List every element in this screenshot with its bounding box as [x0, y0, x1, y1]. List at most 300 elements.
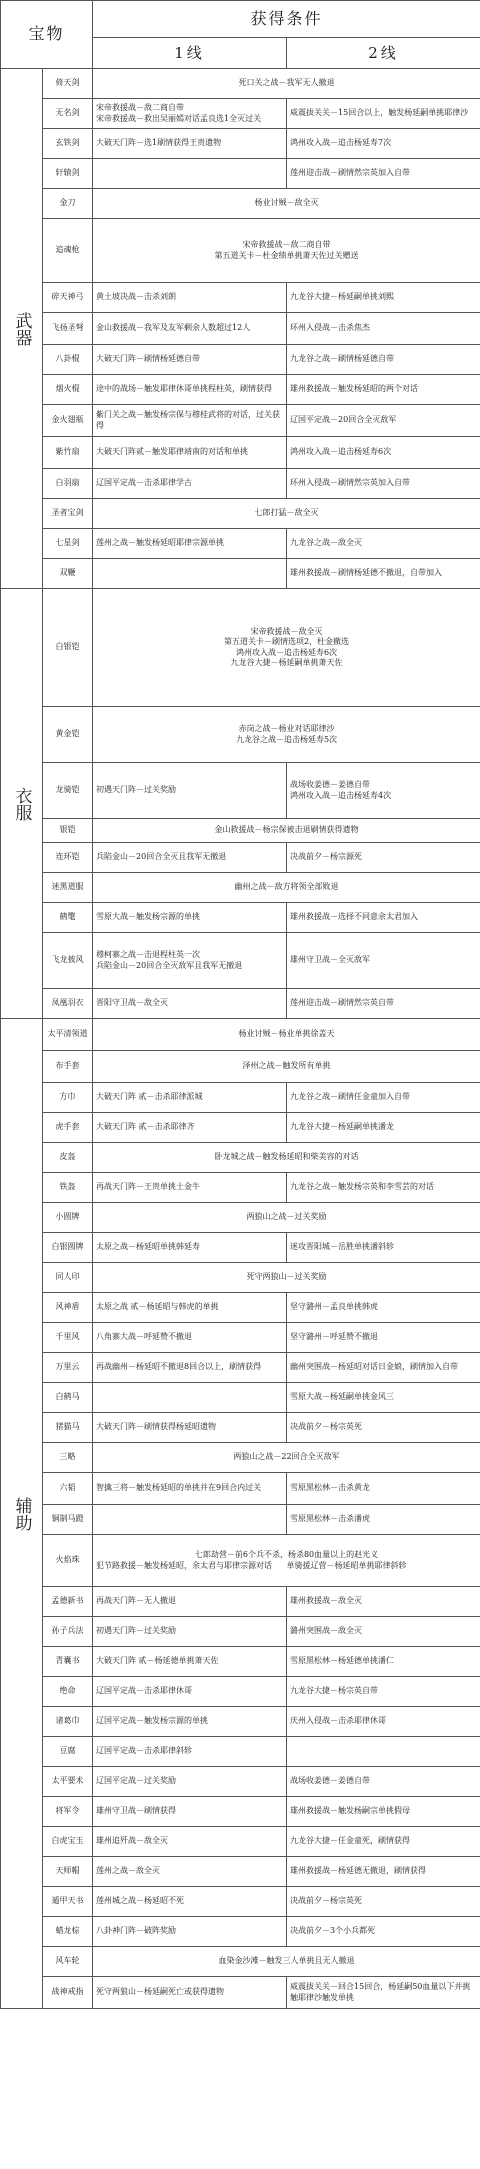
condition-line1 [93, 1827, 287, 1857]
treasure-name: 风车轮 [43, 1947, 93, 1977]
condition-line1 [93, 1677, 287, 1707]
condition-text: 死守两狼山－杨延嗣死亡或获得遗物 [96, 1987, 225, 1997]
treasure-name: 三略 [43, 1443, 93, 1473]
condition-text: 穆柯寨之战－击退程柱英一次 [96, 950, 201, 959]
condition-text: 宋帝救援战－救出吴丽嫣对话孟良选1全灭过关 [96, 113, 262, 123]
condition-text: 泽州之战－触发所有单挑 [242, 1061, 331, 1071]
treasure-name: 玄铁剑 [43, 129, 93, 159]
condition-text: 莲州之战－触发杨延昭耶律宗源单挑 [96, 538, 225, 548]
condition-line1 [93, 345, 287, 375]
condition-text: 两狼山之战－22回合全灭敌军 [233, 1452, 340, 1462]
condition-text: 金山救援战－我军及友军剩余人数超过12人 [96, 323, 251, 333]
header-treasure: 宝物 [1, 1, 93, 69]
condition-line2 [287, 1083, 480, 1113]
table-row [1, 1353, 480, 1383]
condition-line2 [287, 843, 480, 873]
table-row [1, 529, 480, 559]
treasure-name: 方巾 [43, 1083, 93, 1113]
treasure-name: 紫竹扇 [43, 437, 93, 469]
treasure-name: 六韬 [43, 1473, 93, 1505]
treasure-name: 白银圆牌 [43, 1233, 93, 1263]
table-row [1, 1263, 480, 1293]
condition-both-lines [93, 819, 480, 843]
condition-text: 雄州救援战－触发杨嗣宗单挑假母 [290, 1806, 411, 1816]
treasure-name: 诸葛巾 [43, 1707, 93, 1737]
condition-both-lines [93, 1051, 480, 1083]
table-row [1, 1947, 480, 1977]
condition-text: 辽国平定战－击杀耶律斜轸 [96, 1746, 193, 1756]
table-row [1, 1827, 480, 1857]
condition-line2 [287, 763, 480, 819]
condition-text: 大破天门阵－刷情杨延德自带 [96, 354, 201, 364]
condition-line1 [93, 313, 287, 345]
treasure-name: 白羽扇 [43, 469, 93, 499]
condition-both-lines [93, 1019, 480, 1051]
table-row [1, 437, 480, 469]
condition-text: 途中的战场－触发耶律休哥单挑程柱英，刷情获得 [96, 384, 273, 394]
table-row [1, 1019, 480, 1051]
condition-line1 [93, 1083, 287, 1113]
table-row [1, 219, 480, 283]
condition-line2 [287, 1323, 480, 1353]
condition-line1 [93, 1173, 287, 1203]
condition-line2 [287, 1797, 480, 1827]
condition-line2 [287, 1827, 480, 1857]
table-row [1, 1473, 480, 1505]
condition-text: 辽国平定战－20回合全灭敌军 [290, 415, 397, 425]
condition-line1 [93, 469, 287, 499]
condition-line1 [93, 1413, 287, 1443]
table-body [1, 69, 480, 2009]
condition-text: 杨业讨贼－杨业单挑徐盖天 [238, 1029, 335, 1039]
condition-text: 大破天门阵 贰－击杀耶律齐 [96, 1122, 195, 1132]
condition-text: 九龙谷大捷－杨宗英自带 [290, 1686, 379, 1696]
condition-text: 两狼山之战－过关奖励 [246, 1212, 327, 1222]
treasure-name: 绝命 [43, 1677, 93, 1707]
condition-line1 [93, 1647, 287, 1677]
table-row [1, 1887, 480, 1917]
treasure-name: 小圆牌 [43, 1203, 93, 1233]
condition-both-lines [93, 499, 480, 529]
condition-text: 血染金沙滩－触发三人单挑且无人撤退 [218, 1956, 355, 1966]
table-row [1, 1617, 480, 1647]
condition-line2 [287, 1677, 480, 1707]
condition-text: 决战前夕－杨宗源死 [290, 852, 363, 862]
category-label-aux: 辅助 [1, 1019, 43, 2009]
treasure-name: 铁盔 [43, 1173, 93, 1203]
table-row [1, 313, 480, 345]
condition-text: 宋帝救援战－敌二商自带 [96, 103, 185, 112]
condition-text: 威震拔关关－回合15回合，杨延嗣50血量以下并挑触耶律沙触发单挑 [290, 1982, 471, 2002]
condition-both-lines [93, 189, 480, 219]
condition-text: 晋阳守卫战－敌全灭 [96, 998, 169, 1008]
table-row [1, 405, 480, 437]
condition-text: 紫门关之战－触发杨宗保与穆桂武将的对话，过关获得 [96, 410, 281, 430]
condition-text: 鸿州攻入战－追击杨延寿7次 [290, 138, 392, 148]
condition-both-lines [93, 1263, 480, 1293]
condition-text: 第五道关卡－杜金绩单挑萧天佐过关赠送 [214, 250, 359, 260]
condition-text: 幽州之战－敌方将领全部败退 [234, 882, 339, 892]
condition-text: 再战天门阵－无人撤退 [96, 1596, 177, 1606]
condition-text: 初遇天门阵－过关奖励 [96, 1626, 177, 1636]
condition-text: 赤岗之战－杨业对话耶律沙 [238, 724, 335, 733]
condition-line2 [287, 1767, 480, 1797]
condition-line1 [93, 843, 287, 873]
condition-text: 雄州救援战－敌全灭 [290, 1596, 363, 1606]
condition-text: 决战前夕－杨宗英死 [290, 1896, 363, 1906]
table-row [1, 1677, 480, 1707]
table-row [1, 707, 480, 763]
condition-text: 大破天门阵－刷情获得杨延昭遗物 [96, 1422, 217, 1432]
condition-text: 兵陷金山－20回合全灭敌军且我军无撤退 [96, 960, 243, 970]
condition-line2 [287, 933, 480, 989]
condition-text: 大破天门阵 贰－击杀耶律派城 [96, 1092, 203, 1102]
table-row [1, 1977, 480, 2009]
condition-text: 雄州救援战－触发杨延昭的两个对话 [290, 384, 419, 394]
condition-line1 [93, 1353, 287, 1383]
condition-both-lines [93, 1535, 480, 1587]
condition-line2: 单骑援辽营－杨延昭单挑耶律斜轸 [286, 1560, 407, 1570]
table-row [1, 1857, 480, 1887]
treasure-name: 天师帽 [43, 1857, 93, 1887]
condition-line1 [93, 903, 287, 933]
table-row [1, 1323, 480, 1353]
table-row [1, 1173, 480, 1203]
condition-line2 [287, 1173, 480, 1203]
condition-text: 九龙谷之战－刷情任金童加入自带 [290, 1092, 411, 1102]
condition-line1 [93, 1767, 287, 1797]
table-row [1, 189, 480, 219]
table-row [1, 283, 480, 313]
condition-line1 [93, 1857, 287, 1887]
condition-text: 九龙谷之战－刷情杨延德自带 [290, 354, 395, 364]
table-row [1, 1413, 480, 1443]
condition-text: 莲州迎击战－刷情然宗英加入自带 [290, 168, 411, 178]
table-row [1, 933, 480, 989]
condition-line1 [93, 159, 287, 189]
condition-line2 [287, 1857, 480, 1887]
treasure-name: 飞扬圣弩 [43, 313, 93, 345]
condition-text: 战场收姜德－姜德自带 [290, 780, 371, 789]
condition-line2 [287, 1353, 480, 1383]
condition-text: 庆州入侵战－击杀耶律休哥 [290, 1716, 387, 1726]
treasure-name: 金刀 [43, 189, 93, 219]
condition-text: 决战前夕－3个小兵都死 [290, 1926, 376, 1936]
treasure-name: 双鞭 [43, 559, 93, 589]
header-line2: 2线 [287, 38, 480, 69]
condition-line1 [93, 1587, 287, 1617]
treasure-name: 碎天神弓 [43, 283, 93, 313]
table-row [1, 1203, 480, 1233]
condition-line2 [287, 345, 480, 375]
condition-line1 [93, 375, 287, 405]
condition-text: 九龙谷大捷－任金童死，刷情获得 [290, 1836, 411, 1846]
condition-both-lines [93, 1947, 480, 1977]
condition-line1 [93, 437, 287, 469]
condition-line2 [287, 529, 480, 559]
condition-line1 [93, 933, 287, 989]
condition-line1 [93, 529, 287, 559]
treasure-name: 铜制马蹬 [43, 1505, 93, 1535]
treasure-name: 黄金铠 [43, 707, 93, 763]
condition-text: 九龙谷大捷－杨延嗣单挑潘龙 [290, 1122, 395, 1132]
condition-line1 [93, 1917, 287, 1947]
table-row [1, 873, 480, 903]
category-label-armor: 衣服 [1, 589, 43, 1019]
table-row [1, 159, 480, 189]
treasure-name: 虎手套 [43, 1113, 93, 1143]
condition-text: 雄州守卫战－全灭敌军 [290, 955, 371, 965]
treasure-name: 白银铠 [43, 589, 93, 707]
condition-text: 决战前夕－杨宗英死 [290, 1422, 363, 1432]
condition-text: 雄州守卫战－刷情获得 [96, 1806, 177, 1816]
condition-both-lines [93, 219, 480, 283]
condition-text: 幽州突围战－杨延昭对话日金娘，刷情加入自带 [290, 1362, 459, 1372]
condition-line1 [93, 283, 287, 313]
condition-line2 [287, 405, 480, 437]
condition-text: 雪原黑松林－击杀潘虎 [290, 1514, 371, 1524]
condition-line1 [93, 1797, 287, 1827]
condition-text: 太原之战－杨延昭单挑韩延寿 [96, 1242, 201, 1252]
condition-text: 雪原黑松林－杨延德单挑潘仁 [290, 1656, 395, 1666]
condition-text: 雄州追歼战－敌全灭 [96, 1836, 169, 1846]
condition-line2 [287, 99, 480, 129]
treasure-name: 布手套 [43, 1051, 93, 1083]
treasure-name: 追魂枪 [43, 219, 93, 283]
condition-line2 [287, 1707, 480, 1737]
table-row [1, 1505, 480, 1535]
condition-text: 七郎打猛－敌全灭 [254, 508, 319, 518]
condition-line1 [93, 129, 287, 159]
condition-text: 九龙谷之战－追击杨延寿5次 [235, 734, 338, 744]
table-row [1, 1233, 480, 1263]
treasure-name: 皮盔 [43, 1143, 93, 1173]
treasure-name: 豆腐 [43, 1737, 93, 1767]
table-row [1, 843, 480, 873]
condition-text: 鸿州攻入战－追击杨延寿4次 [290, 790, 392, 800]
condition-line2 [287, 1977, 480, 2009]
condition-line1 [93, 1617, 287, 1647]
table-row [1, 1443, 480, 1473]
condition-line1 [93, 1473, 287, 1505]
table-row [1, 1535, 480, 1587]
table-row [1, 989, 480, 1019]
treasure-name: 青囊书 [43, 1647, 93, 1677]
table-row [1, 1587, 480, 1617]
condition-both-lines [93, 1203, 480, 1233]
condition-text: 坚守潞州－孟良单挑韩虎 [290, 1302, 379, 1312]
condition-text: 九龙谷大捷－杨延嗣单挑萧天佐 [230, 658, 343, 667]
treasure-name: 战神戒指 [43, 1977, 93, 2009]
condition-text: 辽国平定战－击杀耶律学古 [96, 478, 193, 488]
treasure-name: 猪猫马 [43, 1413, 93, 1443]
table-row [1, 1917, 480, 1947]
table-row [1, 345, 480, 375]
treasure-name: 龙骑铠 [43, 763, 93, 819]
condition-text: 大破天门阵贰－触发耶律靖南的对话和单挑 [96, 447, 249, 457]
condition-text: 辽国平定战－过关奖励 [96, 1776, 177, 1786]
condition-line2 [287, 313, 480, 345]
condition-text: 辽国平定战－触发杨宗源的单挑 [96, 1716, 209, 1726]
treasure-name: 金火翅瓶 [43, 405, 93, 437]
condition-line2 [287, 1473, 480, 1505]
treasure-name: 同人印 [43, 1263, 93, 1293]
table-row [1, 1083, 480, 1113]
condition-line1 [93, 559, 287, 589]
condition-text: 宋帝救援战－敌全灭 [250, 626, 323, 636]
condition-line1 [93, 1707, 287, 1737]
condition-line2 [287, 1233, 480, 1263]
condition-text: 黄土坡决战－击杀刘朗 [96, 292, 177, 302]
table-row [1, 99, 480, 129]
condition-text: 兵陷金山－20回合全灭且我军无撤退 [96, 852, 227, 862]
condition-both-lines [93, 707, 480, 763]
condition-text: 第五道关卡－刷情选项2，杜金撤选 [223, 637, 350, 646]
treasure-name: 迷黑道服 [43, 873, 93, 903]
treasure-name: 凤凰羽衣 [43, 989, 93, 1019]
condition-line1 [93, 1233, 287, 1263]
condition-line1 [93, 1323, 287, 1353]
treasure-name: 千里风 [43, 1323, 93, 1353]
condition-line2 [287, 1413, 480, 1443]
condition-line2 [287, 129, 480, 159]
treasure-name: 万里云 [43, 1353, 93, 1383]
condition-text: 雄州救援战－杨延德无撤退，刷情获得 [290, 1866, 427, 1876]
condition-line2 [287, 1617, 480, 1647]
treasure-name: 连环铠 [43, 843, 93, 873]
treasure-name: 八卦棍 [43, 345, 93, 375]
condition-text: 金山救援战－杨宗保被击退刷情获得遗物 [214, 825, 359, 835]
table-row [1, 763, 480, 819]
table-row [1, 1767, 480, 1797]
condition-text: 坚守潞州－呼延赞不撤退 [290, 1332, 379, 1342]
condition-line1 [93, 405, 287, 437]
table-row [1, 559, 480, 589]
condition-text: 迷攻晋阳城－岳胜单挑潘斜轸 [290, 1242, 395, 1252]
condition-text: 雪原黑松林－击杀黄龙 [290, 1483, 371, 1493]
table-row [1, 819, 480, 843]
condition-line1 [93, 1113, 287, 1143]
table-row [1, 1647, 480, 1677]
condition-line2 [287, 1917, 480, 1947]
header-line1: 1线 [93, 38, 287, 69]
condition-both-lines [93, 873, 480, 903]
condition-text: 雄州救援战－刷情杨延德不撤退，自带加入 [290, 568, 443, 578]
condition-line1 [93, 1505, 287, 1535]
condition-text: 八角寨大战－呼延赞不撤退 [96, 1332, 193, 1342]
condition-line1 [93, 1383, 287, 1413]
condition-both-lines [93, 589, 480, 707]
condition-text: 九龙谷之战－敌全灭 [290, 538, 363, 548]
condition-line1 [93, 1293, 287, 1323]
treasure-name: 太平要术 [43, 1767, 93, 1797]
table-row [1, 375, 480, 405]
condition-line2 [287, 1505, 480, 1535]
condition-text: 再战天门阵－王贵单挑土金牛 [96, 1182, 201, 1192]
condition-text: 战场收姜德－姜德自带 [290, 1776, 371, 1786]
condition-text: 潞州突围战－敌全灭 [290, 1626, 363, 1636]
condition-line1 [93, 1887, 287, 1917]
treasure-name: 白虎宝玉 [43, 1827, 93, 1857]
treasure-name: 火焰珠 [43, 1535, 93, 1587]
condition-line2 [287, 283, 480, 313]
table-row [1, 1051, 480, 1083]
condition-text: 卧龙城之战－触发杨延昭和柴美容的对话 [214, 1152, 359, 1162]
table-row [1, 1113, 480, 1143]
condition-both-lines [93, 69, 480, 99]
condition-text: 智擒三将－触发杨延昭的单挑并在9回合内过关 [96, 1483, 262, 1493]
condition-line1 [93, 99, 287, 129]
treasure-name: 七星剑 [43, 529, 93, 559]
condition-text: 鸿州攻入战－追击杨延寿6次 [235, 647, 338, 657]
condition-text: 环州入侵战－刷情然宗英加入自带 [290, 478, 411, 488]
condition-line2 [287, 469, 480, 499]
table-row [1, 903, 480, 933]
condition-text: 雪原大战－杨延嗣单挑金风三 [290, 1392, 395, 1402]
condition-text: 死口关之战－我军无人撤退 [238, 78, 335, 88]
condition-line2 [287, 1887, 480, 1917]
treasure-name: 鹤氅 [43, 903, 93, 933]
table-row [1, 1293, 480, 1323]
condition-line1 [93, 1737, 287, 1767]
condition-line2 [287, 1113, 480, 1143]
treasure-name: 圣者宝剑 [43, 499, 93, 529]
table-row [1, 469, 480, 499]
table-row [1, 1143, 480, 1173]
condition-text: 死守两狼山－过关奖励 [246, 1272, 327, 1282]
condition-text: 莲州之战－敌全灭 [96, 1866, 161, 1876]
condition-text: 环州入侵战－击杀焦杰 [290, 323, 371, 333]
table-row [1, 499, 480, 529]
treasure-name: 无名剑 [43, 99, 93, 129]
condition-text: 再战幽州－杨延昭不撤退8回合以上，刷情获得 [96, 1362, 262, 1372]
condition-text: 大破天门阵－选1刷情获得王贵遗物 [96, 138, 222, 148]
condition-line2 [287, 1293, 480, 1323]
condition-line1: 犯节路救援－触发杨延昭，余太君与耶律宗源对话 [96, 1560, 273, 1570]
condition-line2 [287, 1383, 480, 1413]
table-row [1, 1383, 480, 1413]
condition-text: 莲州迎击战－刷情然宗英自带 [290, 998, 395, 1008]
treasure-name: 遁甲天书 [43, 1887, 93, 1917]
treasure-name: 风神盾 [43, 1293, 93, 1323]
table-row [1, 129, 480, 159]
condition-line2 [287, 989, 480, 1019]
condition-text: 莲州城之战－杨延昭不死 [96, 1896, 185, 1906]
condition-text: 雪原大战－触发杨宗源的单挑 [96, 912, 201, 922]
condition-text: 九龙谷之战－触发杨宗英和李雪芸的对话 [290, 1182, 435, 1192]
condition-line1 [93, 989, 287, 1019]
treasure-name: 将军令 [43, 1797, 93, 1827]
condition-line2 [287, 159, 480, 189]
condition-text: 太原之战 贰－杨延昭与韩虎的单挑 [96, 1302, 219, 1312]
condition-text: 初遇天门阵－过关奖励 [96, 785, 177, 795]
treasure-name: 倚天剑 [43, 69, 93, 99]
condition-text: 宋帝救援战－敌二商自带 [242, 240, 331, 249]
condition-line2 [287, 1737, 480, 1767]
treasure-name: 银铠 [43, 819, 93, 843]
treasure-name: 烟火棍 [43, 375, 93, 405]
treasure-name: 飞龙披风 [43, 933, 93, 989]
condition-line2 [287, 1647, 480, 1677]
condition-text: 杨业讨贼－敌全灭 [254, 198, 319, 208]
condition-text: 雄州救援战－选择不同意余太君加入 [290, 912, 419, 922]
table-row [1, 1707, 480, 1737]
condition-text: 辽国平定战－击杀耶律休哥 [96, 1686, 193, 1696]
table-row [1, 69, 480, 99]
condition-both-lines [93, 1143, 480, 1173]
treasure-name: 蜡龙棕 [43, 1917, 93, 1947]
condition-line1 [93, 763, 287, 819]
